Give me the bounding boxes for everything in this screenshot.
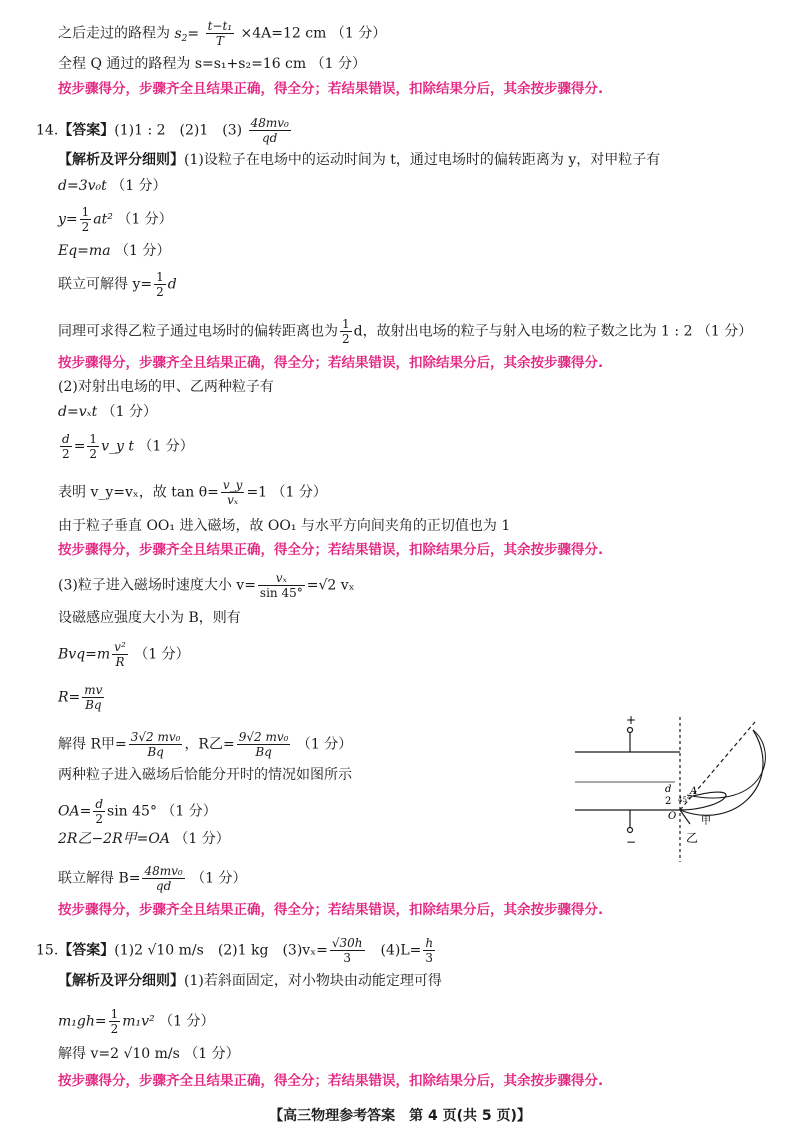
- diagram-label-45: 45°: [678, 796, 691, 804]
- diagram-label-2: 2: [665, 796, 672, 807]
- equation: 解得 R甲=: [58, 736, 127, 753]
- scoring-rule: 按步骤得分，步骤齐全且结果正确，得全分；若结果错误，扣除结果分后，其余按步骤得分.: [58, 355, 604, 371]
- equation: d=vₓt: [58, 404, 98, 420]
- answer-tag: 【答案】: [58, 942, 115, 959]
- equation: OA=: [58, 803, 92, 820]
- minus-terminal: [628, 828, 633, 833]
- q15-eq-line: m₁gh= $\frac{1}{2}$ m₁v² （1 分）: [58, 1007, 215, 1036]
- score-note: （1 分）: [696, 323, 753, 340]
- score-note: （1 分）: [101, 404, 158, 420]
- score-note: （1 分）: [134, 646, 190, 663]
- equation: R=: [58, 689, 81, 706]
- equation: 解得 v=2 √10 m/s: [58, 1046, 180, 1062]
- q14-part2-line: (2)对射出电场的甲、乙两种粒子有: [58, 379, 274, 395]
- score-note: （1 分）: [161, 803, 217, 820]
- diagram-label-d: d: [665, 784, 672, 795]
- text: 同理可求得乙粒子通过电场时的偏转距离也为: [58, 323, 338, 340]
- q14-set-line: 设磁感应强度大小为 B，则有: [58, 610, 241, 626]
- diagram-label-plus: +: [626, 713, 637, 727]
- scoring-rule: 按步骤得分，步骤齐全且结果正确，得全分；若结果错误，扣除结果分后，其余按步骤得分.: [58, 542, 604, 558]
- equation: y=: [58, 211, 78, 228]
- equation: m₁gh=: [58, 1013, 107, 1030]
- equation: Bvq=m: [58, 646, 111, 663]
- equation: 2R乙−2R甲=OA: [58, 831, 170, 847]
- q14-eq-line: [58, 242, 170, 260]
- q14-two-line: 两种粒子进入磁场后恰能分开时的情况如图所示: [58, 767, 352, 783]
- equation: ，R乙=: [184, 736, 235, 753]
- equation: sin 45°: [107, 803, 157, 820]
- equation: 联立解得 B=: [58, 870, 141, 887]
- diagram-label-yi: 乙: [686, 831, 699, 845]
- travel-distance-line: 之后走过的路程为 $s_2=$ $\frac{\text{t−t₁}}{T}$ ×4A=12 cm （1 分）: [58, 19, 387, 48]
- q14-dvt-line: [58, 403, 157, 421]
- q14-rres-line: 解得 R甲= $\frac{\text{3√2 mv₀}}{Bq}$ ，R乙= $\frac{\text{9√2 mv₀}}{Bq}$ （1 分）: [58, 730, 353, 759]
- q14-part3-line: (3)粒子进入磁场时速度大小 v= $\frac{\text{vₓ}}{\sin 45^\circ}$ =√2 vₓ: [58, 571, 355, 600]
- analysis-tag: 【解析及评分细则】: [58, 152, 184, 168]
- q14-y-line: y= $\frac{1}{2}$ at² （1 分）: [58, 205, 173, 234]
- trajectory-yi: [680, 730, 763, 815]
- score-note: （1 分）: [271, 484, 327, 501]
- score-note: （1 分）: [138, 438, 194, 455]
- score-note: （1 分）: [310, 56, 366, 72]
- diagram-label-jia: 甲: [701, 816, 711, 827]
- q14-same-line: 同理可求得乙粒子通过电场时的偏转距离也为 $\frac{1}{2}$ d，故射出电场的粒子与射入电场的粒子数之比为 1 : 2 （1 分）: [58, 317, 753, 346]
- equation: d: [167, 276, 177, 293]
- equation: =: [73, 438, 86, 455]
- q14-r-line: R= $\frac{mv}{Bq}$: [58, 683, 103, 712]
- q14-answer-text: (1)1 : 2 (2)1 (3): [114, 122, 243, 139]
- plus-terminal: [628, 728, 633, 733]
- score-note: （1 分）: [184, 1046, 240, 1062]
- q15-answer-line: 15.【答案】(1)2 √10 m/s (2)1 kg (3)vₓ= $\frac{√30h}{3}$ (4)L= $\frac{h}{3}$: [36, 936, 434, 965]
- total-distance-line: [58, 55, 366, 73]
- equation: 表明 v_y=vₓ，故 tan θ=: [58, 484, 219, 501]
- analysis-tag: 【解析及评分细则】: [58, 973, 184, 989]
- q14-answer-line: [36, 116, 293, 145]
- score-note: （1 分）: [330, 25, 387, 42]
- q14-tan-line: 表明 v_y=vₓ，故 tan θ= $\frac{v\_y}{\text{vₓ}}$ =1 （1 分）: [58, 478, 327, 507]
- q14-B-line: 联立解得 B= $\frac{\text{48mv₀}}{qd}$ （1 分）: [58, 864, 247, 893]
- equation: v_y t: [101, 438, 134, 455]
- travel-distance-equation: ×4A=12 cm: [240, 25, 327, 42]
- equation: (3)粒子进入磁场时速度大小 v=: [58, 577, 256, 594]
- question-number: 14.: [36, 122, 59, 139]
- score-note: （1 分）: [159, 1013, 215, 1030]
- scoring-rule: 按步骤得分，步骤齐全且结果正确，得全分；若结果错误，扣除结果分后，其余按步骤得分.: [58, 81, 604, 97]
- answer-tag: 【答案】: [58, 122, 115, 139]
- equation: =√2 vₓ: [306, 577, 355, 594]
- scoring-rule: 按步骤得分，步骤齐全且结果正确，得全分；若结果错误，扣除结果分后，其余按步骤得分.: [58, 902, 604, 918]
- score-note: （1 分）: [191, 870, 247, 887]
- diagram-label-minus: −: [626, 835, 637, 849]
- equation: at²: [93, 211, 113, 228]
- fraction-48mv0-qd: $\frac{\text{48mv₀}}{qd}$: [250, 116, 289, 145]
- q14-bvq-line: Bvq=m $\frac{\text{v²}}{R}$ （1 分）: [58, 640, 190, 669]
- q14-2r-line: [58, 830, 230, 848]
- equation: Eq=ma: [58, 243, 111, 259]
- travel-distance-label: 之后走过的路程为: [58, 25, 170, 42]
- total-distance-text: 全程 Q 通过的路程为 s=s₁+s₂=16 cm: [58, 56, 307, 72]
- q15-intro-text: (1)若斜面固定，对小物块由动能定理可得: [184, 973, 442, 989]
- q15-answer-text: (1)2 √10 m/s (2)1 kg (3)vₓ=: [114, 942, 328, 959]
- magnetic-field-diagram: [575, 712, 790, 862]
- q15-answer-text: (4)L=: [366, 942, 422, 959]
- fraction-t-over-T: $\frac{\text{t−t₁}}{T}$: [207, 19, 233, 48]
- equation: m₁v²: [122, 1013, 155, 1030]
- q14-oa-line: OA= $\frac{d}{2}$ sin 45° （1 分）: [58, 797, 217, 826]
- score-note: （1 分）: [174, 831, 230, 847]
- diagram-label-O: O: [668, 811, 677, 822]
- scoring-rule: 按步骤得分，步骤齐全且结果正确，得全分；若结果错误，扣除结果分后，其余按步骤得分.: [58, 1073, 604, 1089]
- q14-analysis-intro: [58, 151, 660, 169]
- q15-analysis-intro: [58, 972, 442, 990]
- q14-intro-text: (1)设粒子在电场中的运动时间为 t，通过电场时的偏转距离为 y，对甲粒子有: [184, 152, 661, 168]
- score-note: （1 分）: [115, 243, 171, 259]
- q14-d-line: [58, 177, 167, 195]
- score-note: （1 分）: [296, 736, 353, 753]
- score-note: （1 分）: [117, 211, 173, 228]
- equation: d=3v₀t: [58, 178, 107, 194]
- equation: 联立可解得 y=: [58, 276, 153, 293]
- diagram-label-A: A: [690, 786, 698, 797]
- score-note: （1 分）: [111, 178, 167, 194]
- q14-half-line: $\frac{d}{2}$ = $\frac{1}{2}$ v_y t （1 分）: [62, 432, 194, 461]
- equation: =1: [246, 484, 268, 501]
- question-number: 15.: [36, 942, 59, 959]
- q14-solve-line: 联立可解得 y= $\frac{1}{2}$ d: [58, 270, 177, 299]
- text: d，故射出电场的粒子与射入电场的粒子数之比为 1 : 2: [353, 323, 693, 340]
- q14-oo-line: 由于粒子垂直 OO₁ 进入磁场，故 OO₁ 与水平方向间夹角的正切值也为 1: [58, 518, 511, 534]
- page-footer: 【高三物理参考答案 第 4 页(共 5 页)】: [269, 1108, 531, 1124]
- q15-result-line: [58, 1045, 240, 1063]
